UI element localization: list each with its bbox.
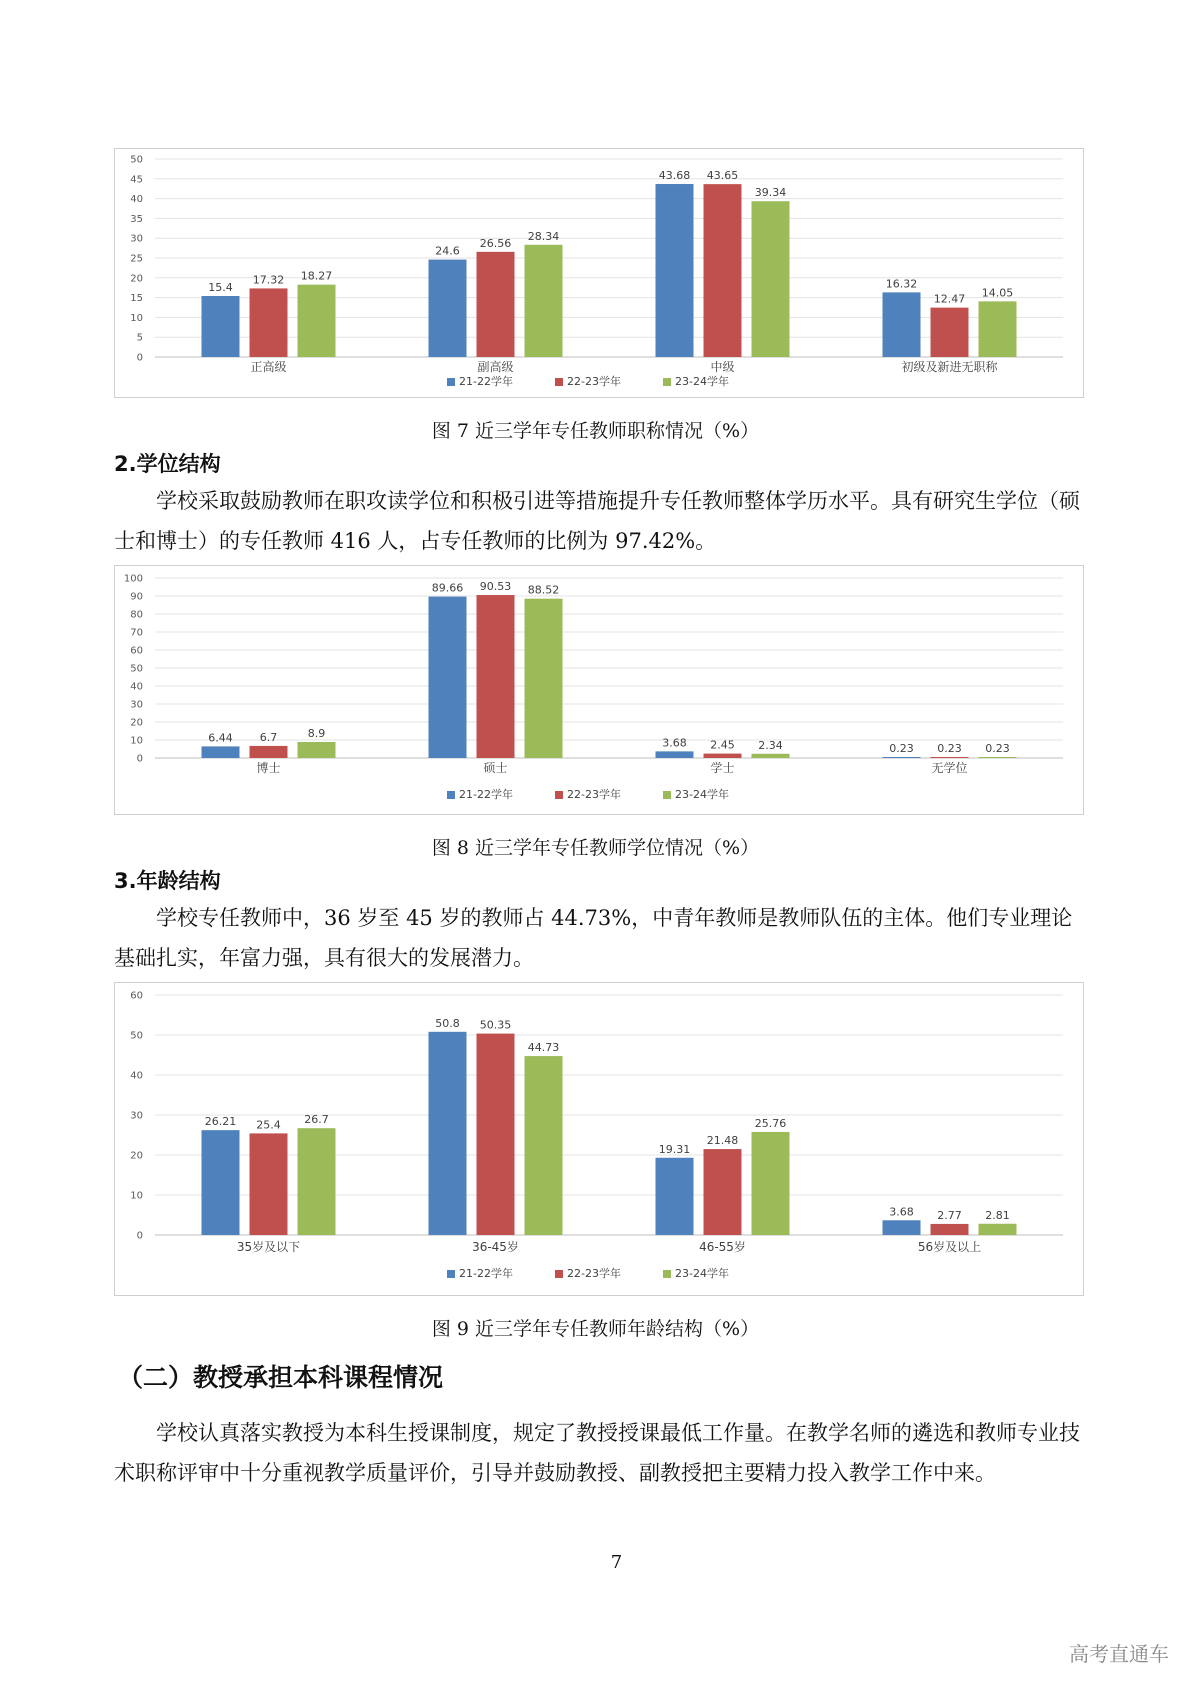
y-tick-label: 40 [130,1070,143,1082]
y-tick-label: 50 [130,663,143,675]
legend-label: 23-24学年 [675,788,729,801]
degree-heading: 2.学位结构 [114,452,221,476]
legend-label: 23-24学年 [675,375,729,388]
data-label: 6.44 [208,731,233,745]
data-label: 25.4 [256,1118,281,1132]
y-tick-label: 80 [130,609,143,621]
bar [704,754,742,758]
age-paragraph: 学校专任教师中，36 岁至 45 岁的教师占 44.73%，中青年教师是教师队伍的主体。他们专业理论基础扎实，年富力强，具有很大的发展潜力。 [114,906,1073,970]
legend-swatch [555,378,563,386]
legend-swatch [663,378,671,386]
bar [250,1133,288,1235]
data-label: 0.23 [889,742,914,755]
bar [931,1224,969,1235]
chart-title-rank [114,148,1084,398]
watermark-text: 高考直通车 [1069,1642,1169,1666]
data-label: 44.73 [527,1041,560,1055]
data-label: 16.32 [885,277,918,291]
chart-degree-svg [115,566,1083,814]
data-label: 0.23 [937,742,962,755]
legend-label: 21-22学年 [459,788,513,801]
data-label: 88.52 [527,583,560,597]
data-label: 43.68 [658,169,691,183]
y-tick-label: 10 [130,735,143,747]
y-tick-label: 60 [130,990,143,1002]
data-label: 2.81 [985,1208,1010,1222]
figure7-caption: 图 7 近三学年专任教师职称情况（%） [431,420,760,442]
bar [477,595,515,758]
data-label: 8.9 [307,726,326,740]
y-tick-label: 25 [130,253,143,265]
page-number: 7 [610,1552,623,1573]
degree-paragraph: 学校采取鼓励教师在职攻读学位和积极引进等措施提升专任教师整体学历水平。具有研究生学位（硕士和博士）的专任教师 416 人，占专任教师的比例为 97.42%。 [114,489,1080,553]
bar [979,757,1017,758]
bar [931,757,969,758]
data-label: 28.34 [527,229,560,243]
y-tick-label: 40 [130,194,143,206]
figure9-caption: 图 9 近三学年专任教师年龄结构（%） [431,1318,760,1340]
data-label: 18.27 [300,269,333,283]
y-tick-label: 90 [130,591,143,603]
legend-swatch [555,791,563,799]
data-label: 26.21 [204,1115,237,1129]
y-tick-label: 50 [130,1030,143,1042]
y-tick-label: 40 [130,681,143,693]
bar [752,1132,790,1235]
y-tick-label: 30 [130,233,143,245]
y-tick-label: 35 [130,213,143,225]
legend-label: 22-23学年 [567,375,621,388]
bar [525,245,563,357]
data-label: 3.68 [889,1205,914,1219]
data-label: 26.7 [304,1113,329,1127]
bar [656,184,694,357]
data-label: 89.66 [431,581,464,595]
legend-label: 21-22学年 [459,1267,513,1280]
age-heading: 3.年龄结构 [114,869,221,893]
y-tick-label: 20 [130,1150,143,1162]
data-label: 14.05 [981,286,1014,300]
data-label: 90.53 [479,580,512,594]
y-tick-label: 15 [130,293,143,305]
y-tick-label: 70 [130,627,143,639]
bar [525,599,563,758]
bar [656,751,694,758]
chart-degree [114,565,1084,815]
category-label: 正高级 [250,360,287,374]
category-label: 初级及新进无职称 [901,360,998,374]
category-label: 35岁及以下 [236,1240,301,1254]
y-tick-label: 50 [130,154,143,166]
y-tick-label: 60 [130,645,143,657]
bar [202,296,240,357]
data-label: 43.65 [706,169,739,183]
data-label: 24.6 [435,244,460,258]
bar [979,301,1017,357]
bar [477,252,515,357]
bar [656,1158,694,1235]
legend-swatch [663,791,671,799]
chart-title-rank-svg [115,149,1083,397]
legend-label: 23-24学年 [675,1267,729,1280]
data-label: 2.45 [710,738,735,752]
data-label: 0.23 [985,742,1010,755]
category-label: 36-45岁 [472,1240,519,1254]
category-label: 56岁及以上 [917,1240,982,1254]
y-tick-label: 10 [130,1190,143,1202]
data-label: 3.68 [662,736,687,750]
chart-age [114,982,1084,1296]
y-tick-label: 0 [136,1230,143,1242]
category-label: 46-55岁 [699,1240,746,1254]
data-label: 2.34 [758,738,783,752]
data-label: 19.31 [658,1142,691,1156]
bar [883,292,921,357]
bar [429,260,467,357]
bar [704,1149,742,1235]
y-tick-label: 100 [123,573,143,585]
bar [525,1056,563,1235]
y-tick-label: 0 [136,753,143,765]
bar [883,1220,921,1235]
data-label: 50.8 [435,1016,460,1030]
professor-section-heading: （二）教授承担本科课程情况 [118,1363,444,1392]
bar [979,1224,1017,1235]
legend-swatch [663,1270,671,1278]
bar [429,597,467,758]
category-label: 中级 [710,360,735,374]
y-tick-label: 30 [130,699,143,711]
legend-swatch [555,1270,563,1278]
category-label: 学士 [710,761,735,775]
bar [298,1128,336,1235]
data-label: 25.76 [754,1116,787,1130]
bar [429,1032,467,1235]
bar [250,288,288,357]
legend-swatch [447,791,455,799]
category-label: 无学位 [931,761,968,775]
y-tick-label: 20 [130,717,143,729]
data-label: 15.4 [208,281,233,295]
y-tick-label: 20 [130,273,143,285]
data-label: 12.47 [933,292,966,306]
data-label: 50.35 [479,1018,512,1032]
data-label: 26.56 [479,236,512,250]
figure8-caption: 图 8 近三学年专任教师学位情况（%） [431,837,760,859]
data-label: 2.77 [937,1208,962,1222]
bar [202,1130,240,1235]
professor-paragraph: 学校认真落实教授为本科生授课制度，规定了教授授课最低工作量。在教学名师的遴选和教师专业技术职称评审中十分重视教学质量评价，引导并鼓励教授、副教授把主要精力投入教学工作中来。 [114,1421,1080,1485]
y-tick-label: 45 [130,174,143,186]
bar [477,1034,515,1235]
category-label: 硕士 [483,761,508,775]
data-label: 17.32 [252,273,285,287]
bar [752,201,790,357]
chart-age-svg [115,983,1083,1295]
legend-swatch [447,378,455,386]
bar [202,746,240,758]
legend-label: 22-23学年 [567,788,621,801]
legend-label: 22-23学年 [567,1267,621,1280]
data-label: 6.7 [259,730,278,744]
data-label: 21.48 [706,1134,739,1148]
bar [298,285,336,357]
y-tick-label: 30 [130,1110,143,1122]
category-label: 博士 [256,761,281,775]
bar [704,184,742,357]
bar [298,742,336,758]
data-label: 39.34 [754,186,787,200]
bar [931,308,969,357]
legend-label: 21-22学年 [459,375,513,388]
category-label: 副高级 [477,360,514,374]
y-tick-label: 0 [136,352,143,364]
bar [883,757,921,758]
bar [250,746,288,758]
y-tick-label: 10 [130,312,143,324]
bar [752,754,790,758]
y-tick-label: 5 [136,332,143,344]
legend-swatch [447,1270,455,1278]
